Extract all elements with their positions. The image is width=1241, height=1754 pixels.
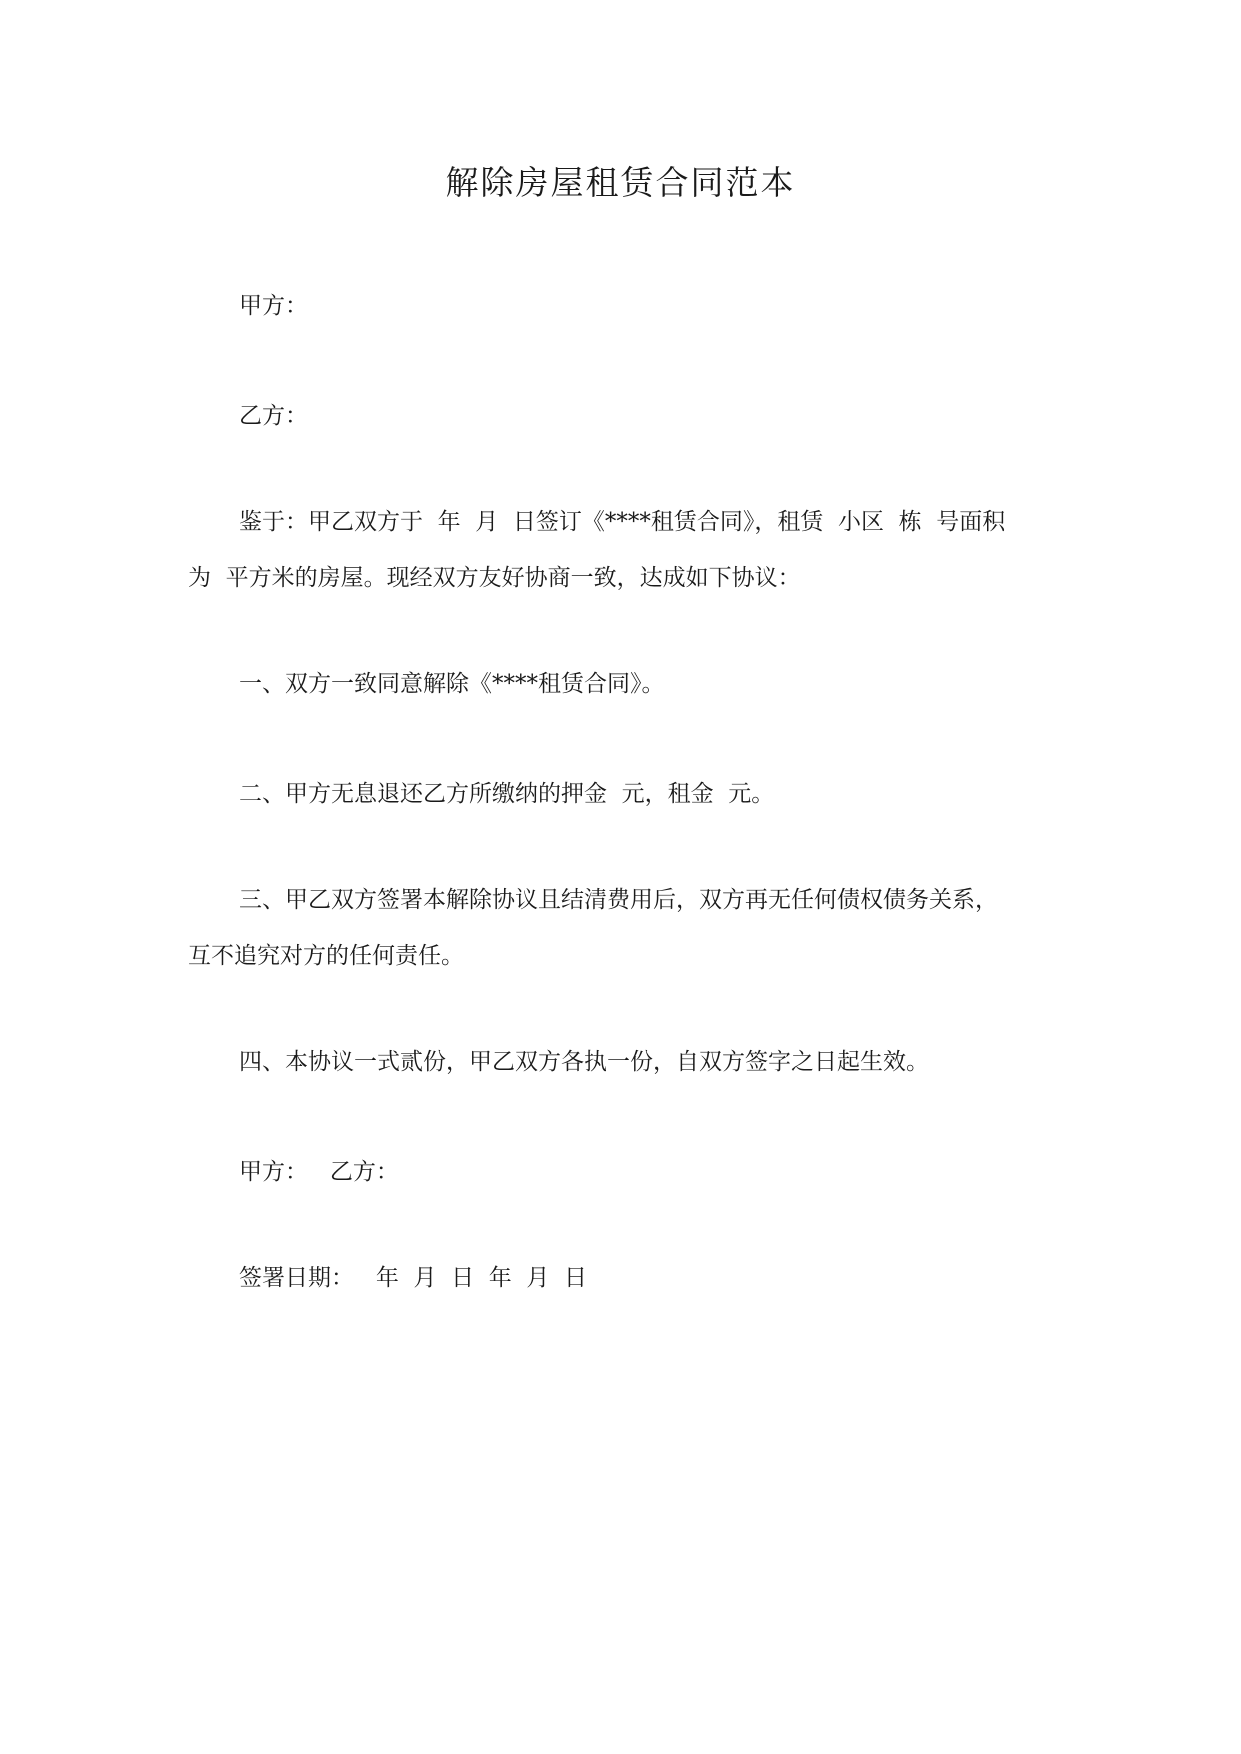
clause-4: 四、本协议一式贰份，甲乙双方各执一份，自双方签字之日起生效。 xyxy=(239,1049,929,1075)
clause-1: 一、双方一致同意解除《****租赁合同》。 xyxy=(239,671,665,697)
whereas-line-2: 为 平方米的房屋。现经双方友好协商一致，达成如下协议： xyxy=(188,565,801,591)
signing-date-line: 签署日期： 年 月 日 年 月 日 xyxy=(239,1265,588,1291)
document-title: 解除房屋租赁合同范本 xyxy=(445,163,796,202)
signature-line: 甲方： 乙方： xyxy=(239,1159,399,1185)
party-b-label: 乙方： xyxy=(239,403,308,429)
clause-3-line-2: 互不追究对方的任何责任。 xyxy=(188,943,464,969)
clause-3-line-1: 三、甲乙双方签署本解除协议且结清费用后，双方再无任何债权债务关系， xyxy=(239,887,998,913)
party-a-label: 甲方： xyxy=(239,293,308,319)
clause-2: 二、甲方无息退还乙方所缴纳的押金 元，租金 元。 xyxy=(239,781,775,807)
whereas-line-1: 鉴于：甲乙双方于 年 月 日签订《****租赁合同》，租赁 小区 栋 号面积 xyxy=(239,509,1006,535)
